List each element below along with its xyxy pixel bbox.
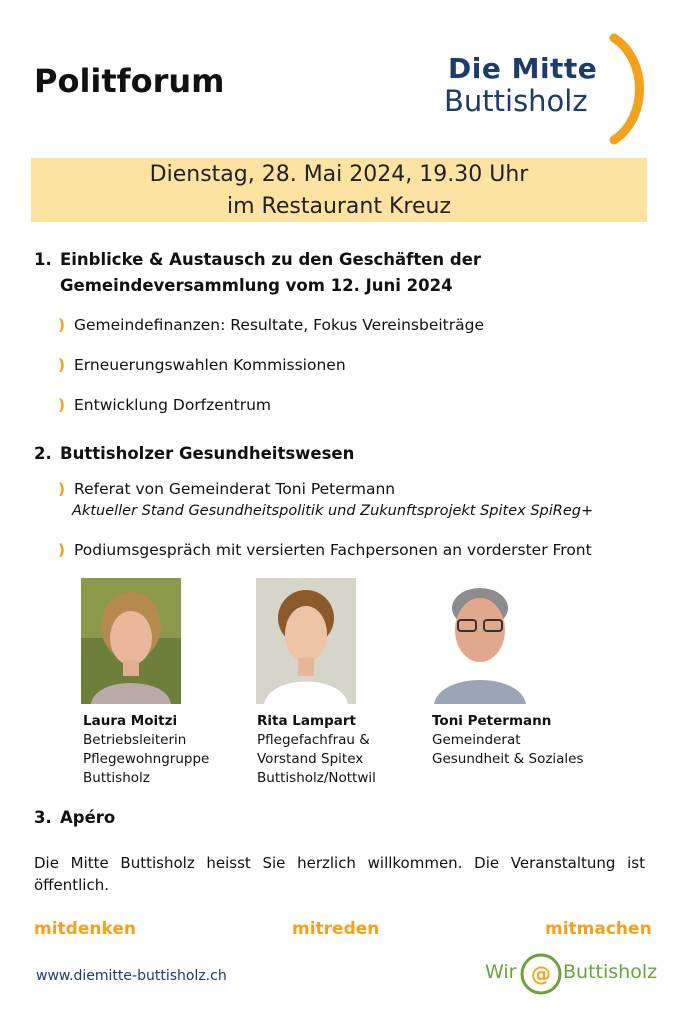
- person-role-line: Vorstand Spitex: [257, 751, 364, 767]
- section-1-heading: [34, 247, 481, 299]
- person-name: Laura Moitzi: [83, 713, 178, 729]
- section-2-heading-text: Buttisholzer Gesundheitswesen: [60, 444, 355, 463]
- person-role-line: Gemeinderat: [432, 732, 521, 748]
- list-item-subtitle: Aktueller Stand Gesundheitspolitik und Zukunftsprojekt Spitex SpiReg+: [72, 503, 594, 519]
- chevron-right-icon: ): [58, 480, 66, 498]
- person-card-toni: [432, 711, 584, 769]
- section-1-heading-line1: Einblicke & Austausch zu den Geschäften der: [60, 250, 482, 269]
- person-role-line: Pflegefachfrau &: [257, 732, 370, 748]
- person-role-line: Buttisholz: [83, 770, 150, 786]
- section-2-number: 2.: [34, 444, 52, 463]
- person-name: Rita Lampart: [257, 713, 356, 729]
- at-circle-icon: [519, 952, 563, 996]
- logo-line1: Die Mitte: [448, 52, 598, 85]
- photo-rita-lampart: [256, 578, 356, 704]
- person-role-line: Buttisholz/Nottwil: [257, 770, 376, 786]
- list-item-text: Gemeindefinanzen: Resultate, Fokus Vereinsbeiträge: [74, 316, 484, 334]
- at-symbol: @: [531, 962, 551, 986]
- slogan-mitreden: mitreden: [292, 919, 380, 939]
- list-item-text: Entwicklung Dorfzentrum: [74, 396, 272, 414]
- logo-line2: Buttisholz: [444, 84, 588, 118]
- buttisholz-text: Buttisholz: [563, 961, 658, 983]
- person-role-line: Betriebsleiterin: [83, 732, 187, 748]
- welcome-text: Die Mitte Buttisholz heisst Sie herzlich willkommen. Die Veranstaltung ist öffentlich.: [34, 854, 645, 894]
- section-3-heading: [34, 805, 115, 831]
- list-item-text: Referat von Gemeinderat Toni Petermann: [74, 480, 396, 498]
- list-item-text: Erneuerungswahlen Kommissionen: [74, 356, 346, 374]
- slogan-mitdenken: mitdenken: [34, 919, 136, 939]
- slogan-mitmachen: mitmachen: [545, 919, 652, 939]
- list-item: [58, 316, 484, 334]
- section-1-heading-line2: Gemeindeversammlung vom 12. Juni 2024: [60, 276, 453, 295]
- page-title: Politforum: [34, 62, 225, 100]
- chevron-right-icon: ): [58, 316, 66, 334]
- die-mitte-logo: [440, 32, 655, 147]
- section-1-number: 1.: [34, 250, 52, 269]
- list-item: [58, 480, 395, 498]
- date-banner: [31, 158, 647, 222]
- person-name: Toni Petermann: [432, 713, 552, 729]
- chevron-right-icon: ): [58, 541, 66, 559]
- logo-arc-icon: [600, 32, 650, 147]
- banner-date: Dienstag, 28. Mai 2024, 19.30 Uhr: [149, 162, 529, 187]
- section-3-number: 3.: [34, 808, 52, 827]
- photo-laura-moitzi: [81, 578, 181, 704]
- banner-location: im Restaurant Kreuz: [227, 194, 451, 219]
- list-item: [58, 396, 271, 414]
- section-3-heading-text: Apéro: [60, 808, 116, 827]
- person-role-line: Pflegewohngruppe: [83, 751, 210, 767]
- photo-toni-petermann: [430, 578, 530, 704]
- wir-buttisholz-logo: [485, 950, 658, 998]
- list-item-text: Podiumsgespräch mit versierten Fachpersonen an vorderster Front: [74, 541, 592, 559]
- list-item: [58, 541, 592, 559]
- chevron-right-icon: ): [58, 396, 66, 414]
- person-card-laura: [83, 711, 209, 788]
- person-card-rita: [257, 711, 376, 788]
- list-item: [58, 356, 346, 374]
- wir-text: Wir: [485, 961, 517, 983]
- person-role-line: Gesundheit & Soziales: [432, 751, 584, 767]
- website-link[interactable]: www.diemitte-buttisholz.ch: [36, 968, 227, 984]
- chevron-right-icon: ): [58, 356, 66, 374]
- section-2-heading: [34, 441, 354, 467]
